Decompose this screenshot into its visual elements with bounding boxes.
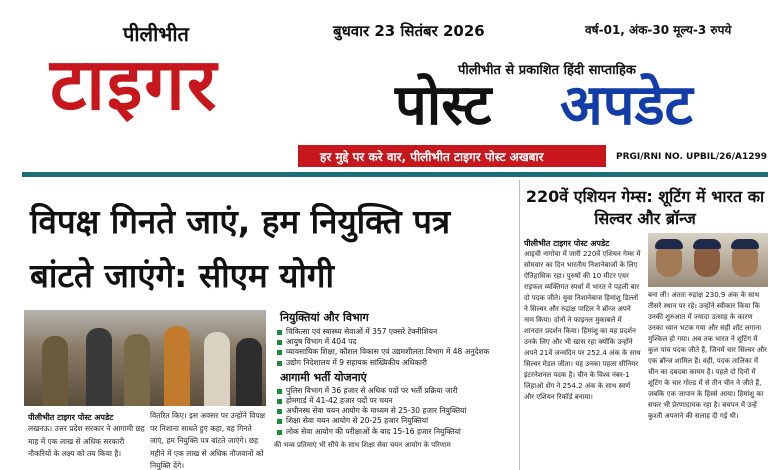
masthead-date: बुधवार 23 सितंबर 2026 <box>333 22 485 40</box>
masthead <box>0 0 768 172</box>
box-footer-text: की भव्य प्रतिमाएं भी सौंपे के साथ शिक्षा सेवा चयन आयोग के परिणाम <box>274 440 451 449</box>
appointments-list <box>274 327 516 368</box>
sports-photo <box>648 233 768 287</box>
masthead-city: पीलीभीत <box>123 22 189 46</box>
masthead-title-main: टाइगर <box>50 42 219 126</box>
list-item: लोक सेवा आयोग की परीक्षाओं के बाद 15-16 हजार नियुक्तियां <box>274 427 516 437</box>
list-item: पुलिस विभाग में 36 हजार से अधिक पदों पर भर्ती प्रक्रिया जारी <box>274 386 516 396</box>
masthead-divider <box>22 172 768 177</box>
masthead-title-post: पोस्ट <box>395 73 492 138</box>
appointments-box <box>274 310 516 470</box>
list-item: शिक्षा सेवा चयन आयोग से 20-25 हजार नियुक्तियां <box>274 416 516 426</box>
list-item: होमगार्ड में 41-42 हजार पदों पर चयन <box>274 396 516 406</box>
list-item: उद्योग निदेशालय में 9 सहायक सांख्यिकीय अधिकारी <box>274 358 516 368</box>
lead-byline: पीलीभीत टाइगर पोस्ट अपडेट <box>28 413 114 422</box>
appointments-heading: नियुक्तियां और विभाग <box>280 311 369 324</box>
lead-headline: विपक्ष गिनते जाएं, हम नियुक्ति पत्र बांटते जाएंगे: सीएम योगी <box>30 202 451 295</box>
lead-photo <box>24 310 266 406</box>
sports-byline: पीलीभीत टाइगर पोस्ट अपडेट <box>524 239 610 248</box>
list-item: व्यावसायिक शिक्षा, कौशल विकास एवं उद्यमशीलता विभाग में 48 अनुदेशक <box>274 347 516 357</box>
sports-column-1: आइची नागोया में जारी 220वें एशियन गेम्स में सोमवार का दिन भारतीय निशानेबाजों के लिए ऐतिहासिक रहा। पुरुषों की 10 मीटर एयर राइफल व्यक्तिगत स्पर्धा में भारत ने पहली बार दो पदक जीते। युवा निशानेबाज हिमांशु डिल्लों ने सिल्वर और रुद्रांक्ष पाटिल ने ब्रॉन्ज अपने नाम किया। दोनों ने फाइनल मुकाबले में शानदार प्रदर्शन किया। हिमांशु का यह प्रदर्शन उनके लिए और भी खास रहा क्योंकि उन्होंने अपने 21वें जन्मदिन पर 252.4 अंक के साथ सिल्वर मेडल जीता। यह उनका पहला सीनियर इंटरनेशनल पदक है। चीन के विश्व नंबर-1 लिहाओ शेंग ने 254.2 अंक के साथ स्वर्ण और एशियन रिकॉर्ड बनाया। <box>524 250 641 401</box>
upcoming-heading: आगामी भर्ती योजनाएं <box>280 370 367 384</box>
list-item: अधीनस्थ सेवा चयन आयोग के माध्यम से 25-30 हजार नियुक्तियां <box>274 406 516 416</box>
lead-column-1: लखनऊ। उत्तर प्रदेश सरकार ने आगामी छह माह में एक लाख से अधिक सरकारी नौकरियों के लक्ष्य को तय किया है। <box>28 424 145 458</box>
masthead-issue-info: वर्ष-01, अंक-30 मूल्य-3 रुपये <box>585 23 732 37</box>
registration-number: PRGI/RNI NO. UPBIL/26/A1299 <box>616 152 767 162</box>
upcoming-list <box>274 386 516 437</box>
masthead-title-update: अपडेट <box>560 73 693 138</box>
list-item: चिकित्सा एवं स्वास्थ्य सेवाओं में 357 एक्सरे टेक्नीशियन <box>274 327 516 337</box>
list-item: आयुष विभाग में 404 पद <box>274 337 516 347</box>
masthead-slogan: हर मुद्दे पर करे वार, पीलीभीत टाइगर पोस्ट अखबार <box>320 150 544 164</box>
column-divider <box>519 180 520 470</box>
lead-column-2: वितरित किए। इस अवसर पर उन्होंने विपक्ष पर निशाना साधते हुए कहा, वह गिनते जाएं, हम नियुक्ति पत्र बांटते जाएंगे। छह महीने में एक लाख से अधिक नौजवानों को नियुक्ति देंगे। <box>150 411 265 470</box>
sports-column-2: बना ली। अंततः रुद्रांक्ष 230.9 अंक के साथ तीसरे स्थान पर रहे। उन्होंने स्वीकार किया कि उनकी शुरुआत में ज्यादा उत्साह के कारण उनका ध्यान भटक गया और सही शॉट लगाना मुश्किल हो गया। अब तक भारत ने शूटिंग में कुल पांच पदक जीते हैं, जिनमें चार सिल्वर और एक ब्रॉन्ज शामिल हैं। वहीं, पदक तालिका में चीन का दबदबा कायम है। पहले दो दिनों में शूटिंग के चार गोल्ड में से तीन चीन ने जीते हैं, जबकि एक जापान के हिस्से आया। हिमांशु का सफर भी प्रेरणादायक रहा है। बचपन में उन्हें कुश्ती अपनाने की सलाह दी गई थी। <box>648 291 767 420</box>
masthead-tagline: पीलीभीत से प्रकाशित हिंदी साप्ताहिक <box>458 63 636 78</box>
sports-headline: 220वें एशियन गेम्स: शूटिंग में भारत का सिल्वर और ब्रॉन्ज <box>525 187 765 228</box>
